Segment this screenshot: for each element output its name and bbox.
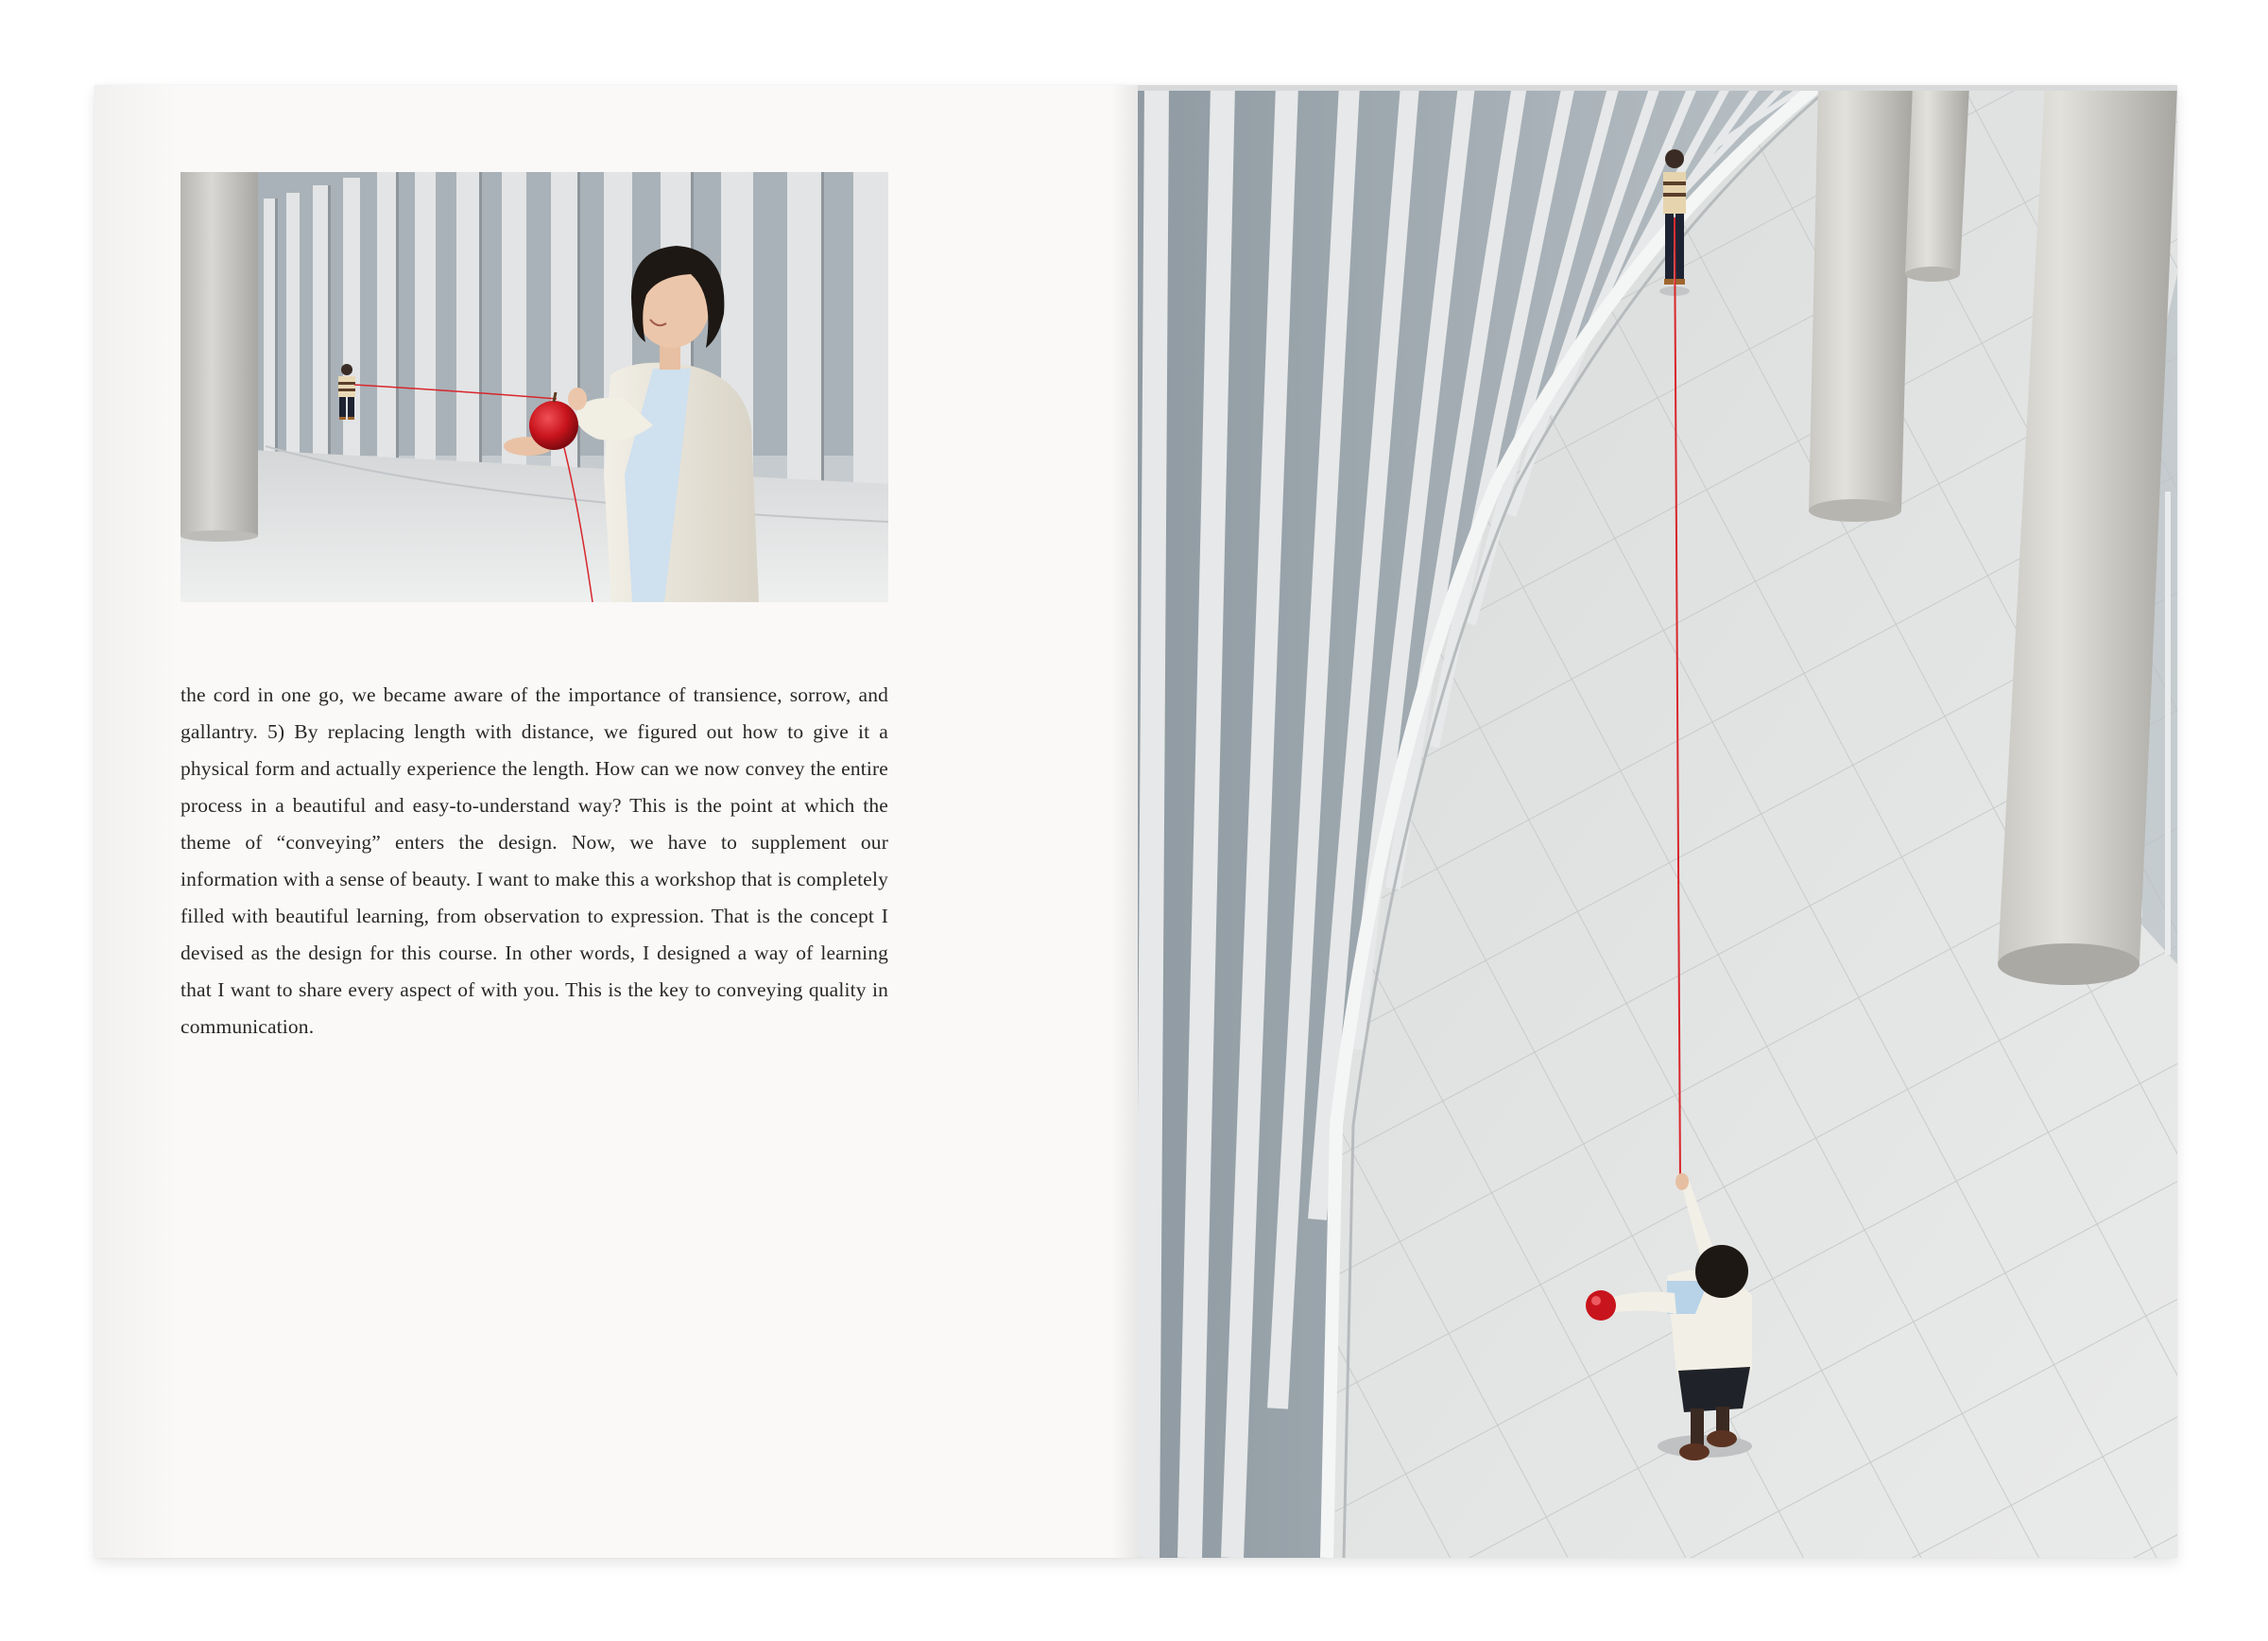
left-page bbox=[94, 85, 1138, 1558]
right-page bbox=[1138, 85, 2177, 1558]
body-paragraph: the cord in one go, we became aware of the importance of transience, sorrow, and gallantry. 5) By replacing length with distance, we figured out how to give it a physical form and actually experience the length. How can we now convey the entire process in a beautiful and easy-to-understand way? This is the point at which the theme of “conveying” enters the design. Now, we have to supplement our information with a sense of beauty. I want to make this a workshop that is completely filled with beautiful learning, from observation to expression. That is the concept I devised as the design for this course. In other words, I designed a way of learning that I want to share every aspect of with you. This is the key to conveying quality in communication. bbox=[180, 683, 888, 1038]
book-spread bbox=[94, 85, 2177, 1558]
gutter-shadow bbox=[1111, 85, 1138, 1558]
photo-woman-holding-apple bbox=[180, 172, 888, 602]
photo-overhead-red-cord bbox=[1138, 85, 2177, 1558]
